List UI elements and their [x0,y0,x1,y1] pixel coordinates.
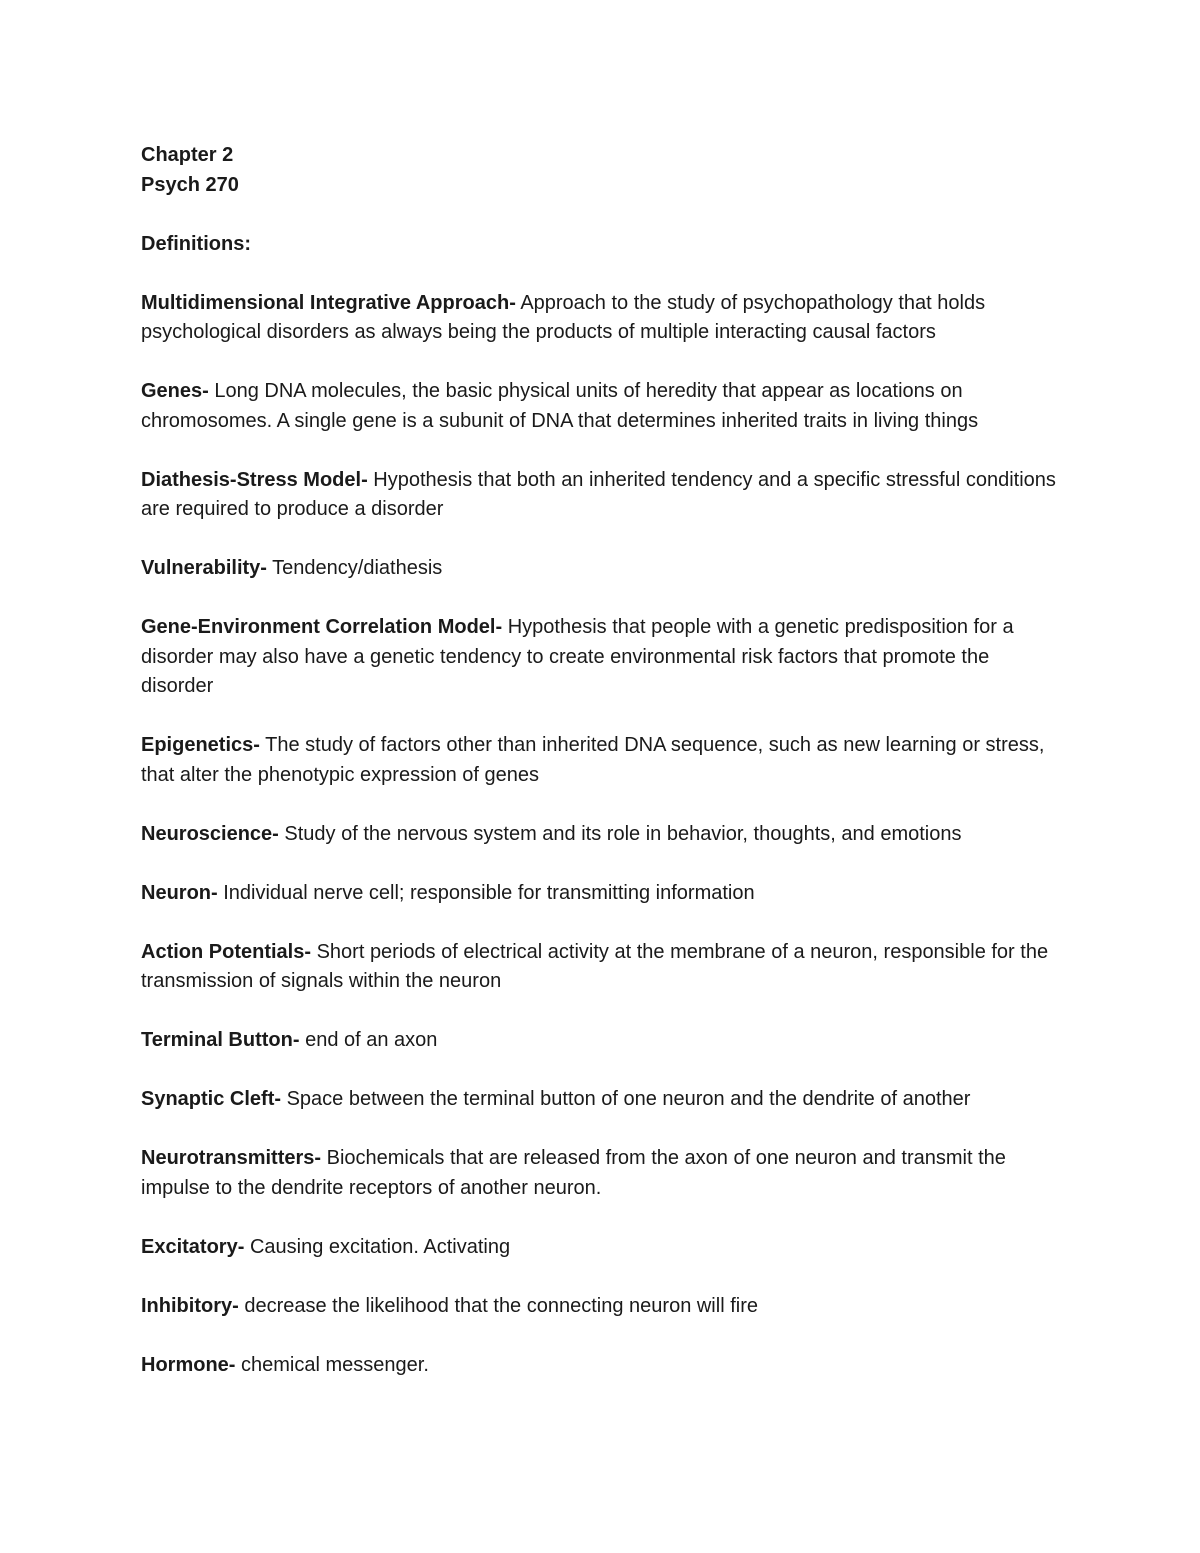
definition-term: Neuron- [141,881,218,904]
definition-entry-neuroscience [141,820,1066,850]
section-label: Definitions: [141,232,251,255]
definition-term: Terminal Button- [141,1029,300,1051]
definition-term: Excitatory- [141,1235,245,1258]
definition-text: Causing excitation. Activating [249,1235,511,1258]
definition-text: The study of factors other than inherited DNA sequence, such as new learning or stress, that alter the phenotypic expression of genes [141,734,1045,786]
definition-text: Study of the nervous system and its role in behavior, thoughts, and emotions [284,822,962,845]
document-page [141,141,1066,1410]
definition-term: Vulnerability- [141,557,267,579]
definition-term: Gene-Environment Correlation Model- [141,616,503,638]
definition-text: Individual nerve cell; responsible for transmitting information [223,881,755,904]
definition-term: Action Potentials- [141,940,312,963]
definition-entry-vulnerability [141,554,1066,584]
definition-entry-synaptic-cleft [141,1085,1066,1115]
definition-entry-hormone [141,1351,1066,1381]
definition-entry-neurotransmitters [141,1144,1066,1203]
definition-entry-neuron [141,879,1066,909]
definition-term: Inhibitory- [141,1294,239,1317]
definition-text: Hypothesis that both an inherited tendency and a specific stressful conditions are required to produce a disorder [141,468,1056,520]
definition-text: Long DNA molecules, the basic physical units of heredity that appear as locations on chromosomes. A single gene is a subunit of DNA that determines inherited traits in living things [141,380,979,432]
definition-term: Synaptic Cleft- [141,1088,282,1110]
chapter-title: Chapter 2 [141,144,234,166]
definition-term: Hormone- [141,1353,236,1376]
definition-text: Approach to the study of psychopathology that holds psychological disorders as always being the products of multiple interacting causal factors [141,291,986,343]
definition-text: Hypothesis that people with a genetic predisposition for a disorder may also have a genetic tendency to create environmental risk factors that promote the disorder [141,616,1014,697]
definition-text: chemical messenger. [241,1353,429,1376]
course-title: Psych 270 [141,173,239,196]
definition-entry-multidimensional-integrative-approach [141,289,1066,348]
definition-text: Tendency/diathesis [272,557,443,579]
definition-term: Multidimensional Integrative Approach- [141,291,516,314]
definition-entry-diathesis-stress-model [141,466,1066,525]
definition-text: Short periods of electrical activity at the membrane of a neuron, responsible for the transmission of signals within the neuron [141,940,1049,992]
definition-entry-gene-environment-correlation-model [141,613,1066,702]
definition-text: decrease the likelihood that the connecting neuron will fire [244,1294,758,1317]
definition-entry-action-potentials [141,938,1066,997]
definitions-list [141,289,1066,1381]
definition-term: Diathesis-Stress Model- [141,468,368,491]
definition-term: Genes- [141,380,209,402]
definition-entry-terminal-button [141,1026,1066,1056]
definition-text: end of an axon [305,1029,438,1051]
definition-term: Neuroscience- [141,822,279,845]
definition-entry-excitatory [141,1233,1066,1263]
definition-term: Epigenetics- [141,734,260,756]
definition-entry-inhibitory [141,1292,1066,1322]
definition-term: Neurotransmitters- [141,1147,322,1169]
definition-text: Biochemicals that are released from the axon of one neuron and transmit the impulse to the dendrite receptors of another neuron. [141,1147,1006,1199]
definition-entry-epigenetics [141,731,1066,790]
definition-entry-genes [141,377,1066,436]
definition-text: Space between the terminal button of one neuron and the dendrite of another [286,1088,971,1110]
